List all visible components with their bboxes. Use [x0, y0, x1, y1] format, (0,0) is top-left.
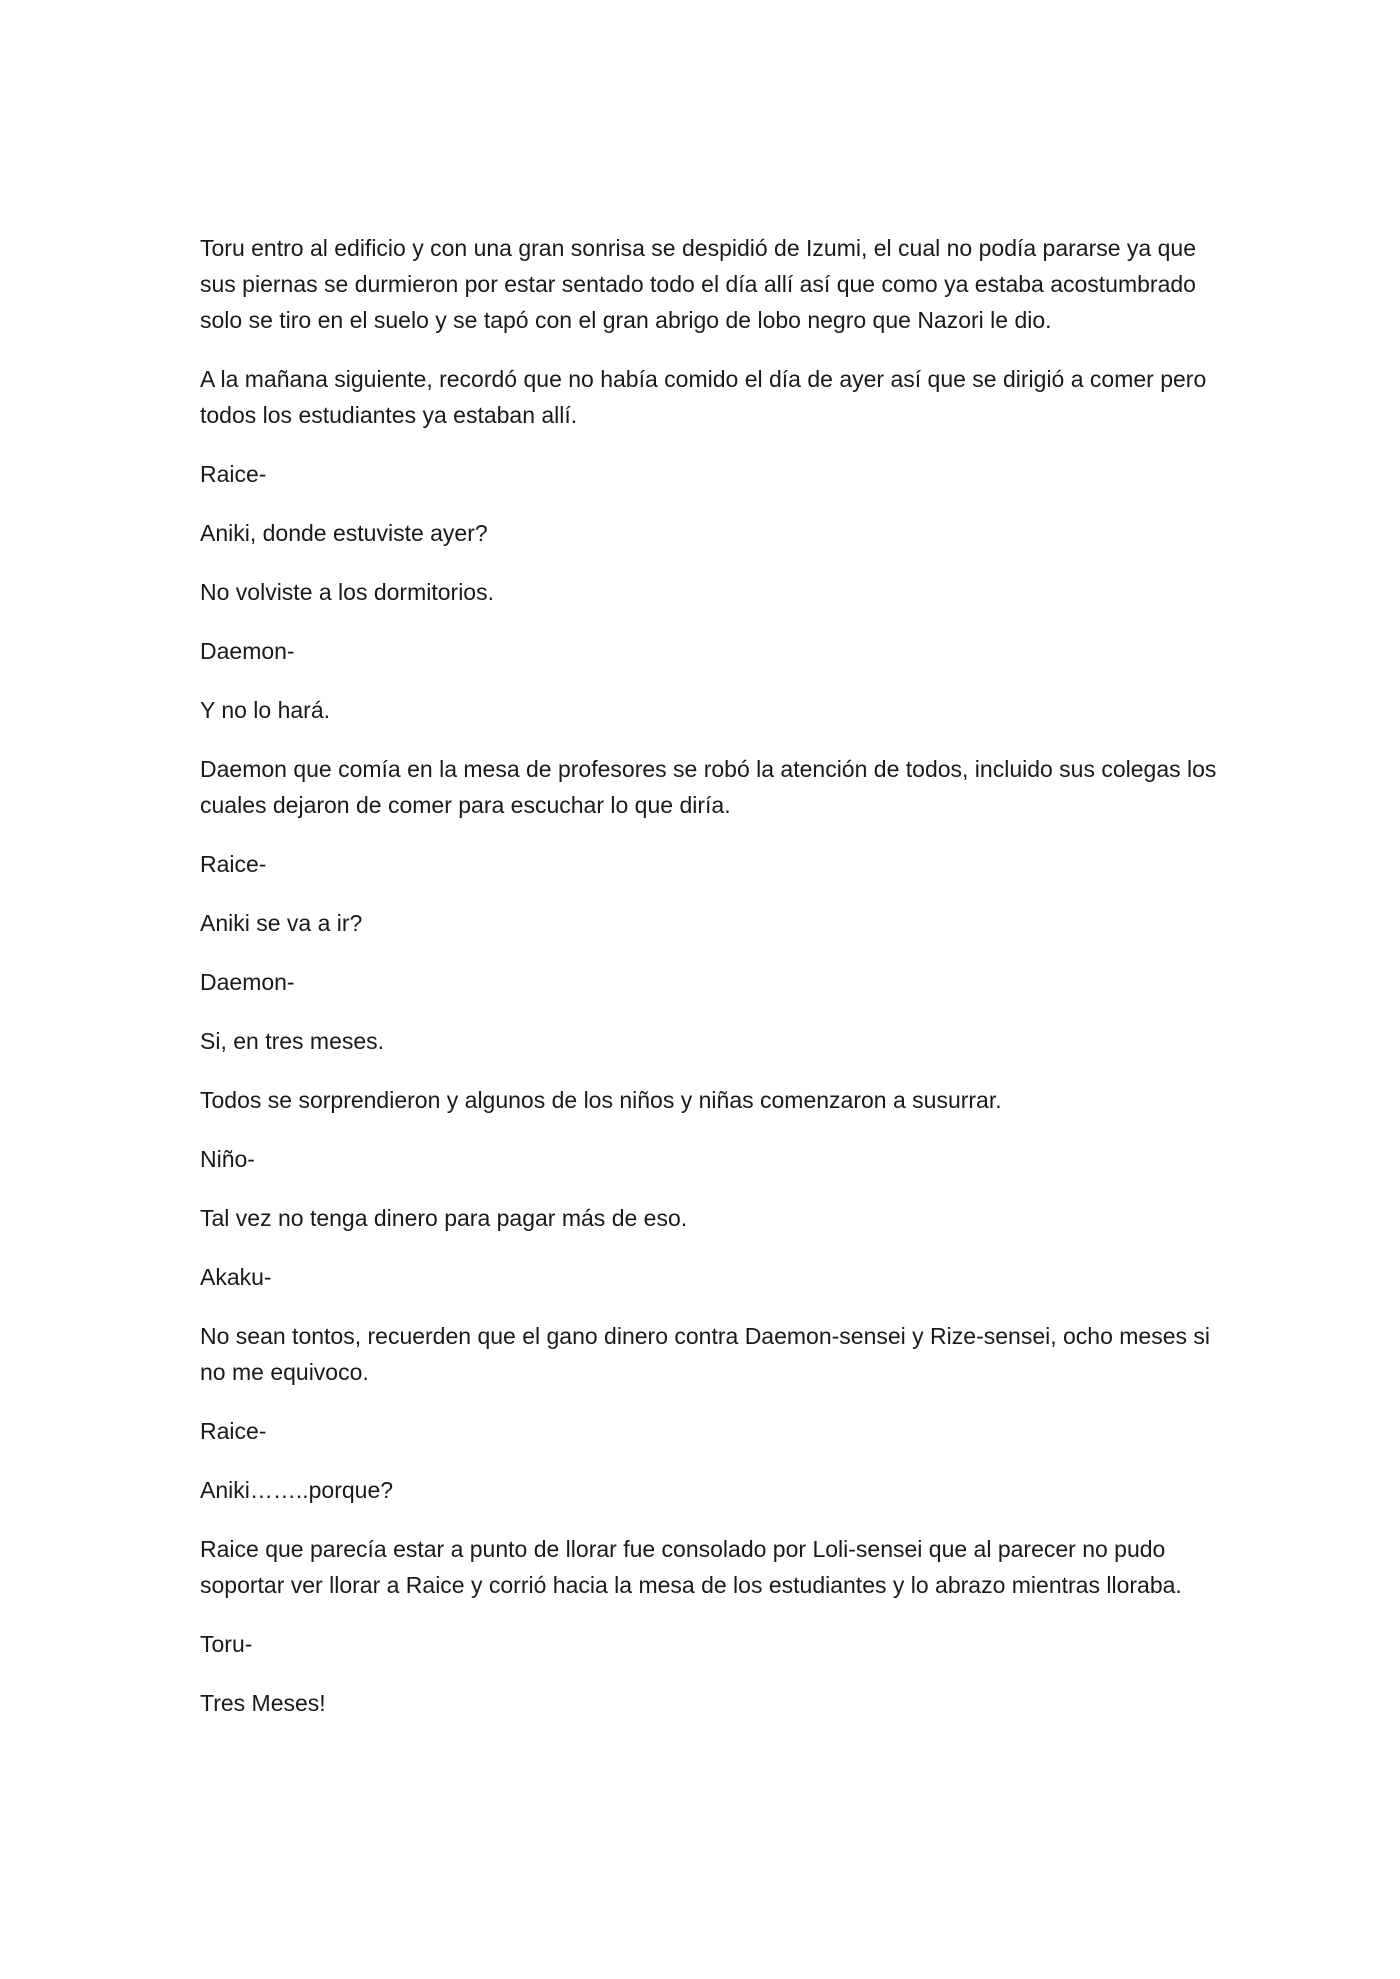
paragraph: Daemon que comía en la mesa de profesores se robó la atención de todos, incluido sus colegas los cuales dejaron de comer para escuchar lo que diría. — [200, 756, 1217, 818]
speaker-tag: Toru- — [200, 1631, 253, 1657]
paragraph: Toru entro al edificio y con una gran sonrisa se despidió de Izumi, el cual no podía pararse ya que sus piernas se durmieron por estar sentado todo el día allí así que como ya estaba acostumbrado solo se tiro en el suelo y se tapó con el gran abrigo de lobo negro que Nazori le dio. — [200, 235, 1196, 333]
dialogue-line: Aniki……..porque? — [200, 1477, 394, 1503]
dialogue-line: No volviste a los dormitorios. — [200, 579, 494, 605]
dialogue-line: Tal vez no tenga dinero para pagar más de eso. — [200, 1205, 688, 1231]
paragraph: Raice que parecía estar a punto de llorar fue consolado por Loli-sensei que al parecer no pudo soportar ver llorar a Raice y corrió hacia la mesa de los estudiantes y lo abrazo mientras lloraba. — [200, 1536, 1182, 1598]
dialogue-line: No sean tontos, recuerden que el gano dinero contra Daemon-sensei y Rize-sensei, ocho meses si no me equivoco. — [200, 1323, 1211, 1385]
dialogue-line: Si, en tres meses. — [200, 1028, 385, 1054]
paragraph: Todos se sorprendieron y algunos de los niños y niñas comenzaron a susurrar. — [200, 1087, 1002, 1113]
speaker-tag: Raice- — [200, 1418, 267, 1444]
speaker-tag: Niño- — [200, 1146, 255, 1172]
speaker-tag: Daemon- — [200, 638, 295, 664]
body-text — [200, 230, 1220, 1744]
speaker-tag: Daemon- — [200, 969, 295, 995]
paragraph: A la mañana siguiente, recordó que no había comido el día de ayer así que se dirigió a comer pero todos los estudiantes ya estaban allí. — [200, 366, 1207, 428]
speaker-tag: Akaku- — [200, 1264, 272, 1290]
dialogue-line: Tres Meses! — [200, 1690, 326, 1716]
dialogue-line: Aniki se va a ir? — [200, 910, 363, 936]
dialogue-line: Y no lo hará. — [200, 697, 331, 723]
dialogue-line: Aniki, donde estuviste ayer? — [200, 520, 488, 546]
speaker-tag: Raice- — [200, 461, 267, 487]
speaker-tag: Raice- — [200, 851, 267, 877]
